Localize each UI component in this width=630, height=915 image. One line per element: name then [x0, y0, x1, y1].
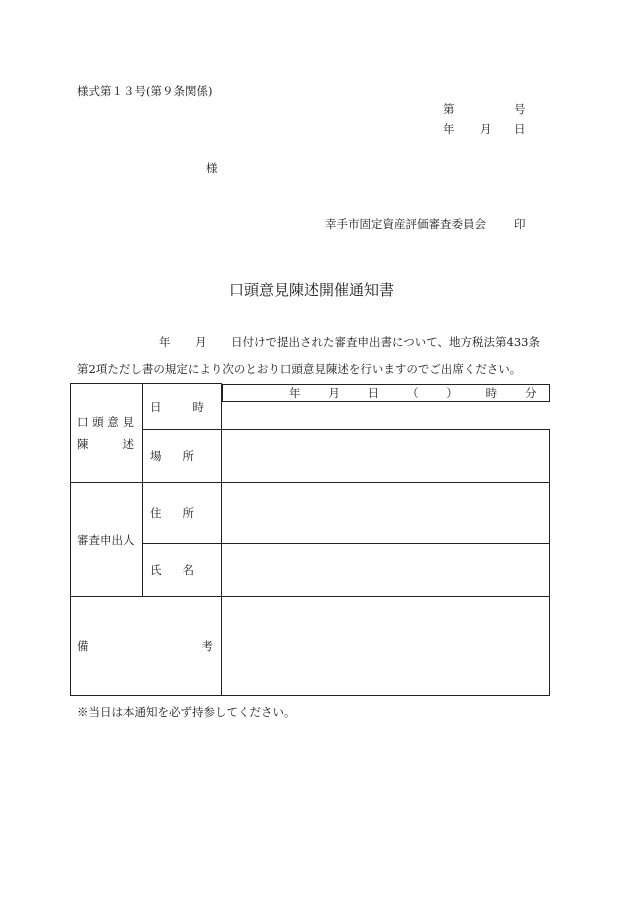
oral-char: 口 [77, 415, 89, 429]
oral-char: 見 [122, 415, 134, 429]
sender-name: 幸手市固定資産評価審査委員会 [325, 217, 486, 231]
datetime-weekday-close: ） [446, 385, 458, 400]
footer-note: ※当日は本通知を必ず持参してください。 [77, 705, 296, 719]
date-month: 月 [480, 122, 492, 136]
body-month: 月 [195, 335, 207, 349]
body-year: 年 [159, 335, 171, 349]
datetime-label: 日 時 [143, 384, 222, 430]
addressee-honorific: 様 [206, 161, 218, 175]
remarks-value[interactable] [222, 597, 550, 696]
oral-char: 陳 [77, 437, 89, 451]
datetime-month-unit: 月 [328, 385, 340, 400]
name-value[interactable] [222, 544, 550, 597]
address-value[interactable] [222, 483, 550, 544]
name-label: 氏 名 [143, 544, 222, 597]
notice-table [70, 383, 550, 696]
datetime-minute-unit: 分 [524, 385, 537, 400]
place-value[interactable] [222, 430, 550, 483]
oral-statement-header [71, 384, 143, 483]
sender-seal: 印 [514, 217, 526, 231]
date-year: 年 [443, 122, 455, 136]
body-line2: 第2項ただし書の規定により次のとおり口頭意見陳述を行いますのでご出席ください。 [77, 362, 522, 376]
datetime-year-unit: 年 [289, 385, 301, 400]
applicant-header: 審査申出人 [71, 483, 143, 597]
datetime-weekday-open: （ [406, 385, 419, 400]
place-label: 場 所 [143, 430, 222, 483]
address-label: 住 所 [143, 483, 222, 544]
body-line1-text: 日付けで提出された審査申出書について、地方税法第433条 [231, 335, 540, 349]
datetime-hour-unit: 時 [485, 385, 498, 400]
document-title: 口頭意見陳述開催通知書 [229, 281, 395, 299]
oral-char: 意 [107, 415, 119, 429]
oral-char: 頭 [92, 415, 104, 429]
date-day: 日 [514, 122, 526, 136]
remarks-label: 備 考 [71, 597, 222, 696]
datetime-value[interactable] [222, 384, 550, 402]
doc-no-suffix: 号 [514, 102, 526, 116]
oral-char: 述 [122, 437, 134, 451]
form-number: 様式第１３号(第９条関係) [77, 84, 213, 98]
doc-no-prefix: 第 [443, 102, 455, 116]
datetime-day-unit: 日 [367, 385, 380, 400]
